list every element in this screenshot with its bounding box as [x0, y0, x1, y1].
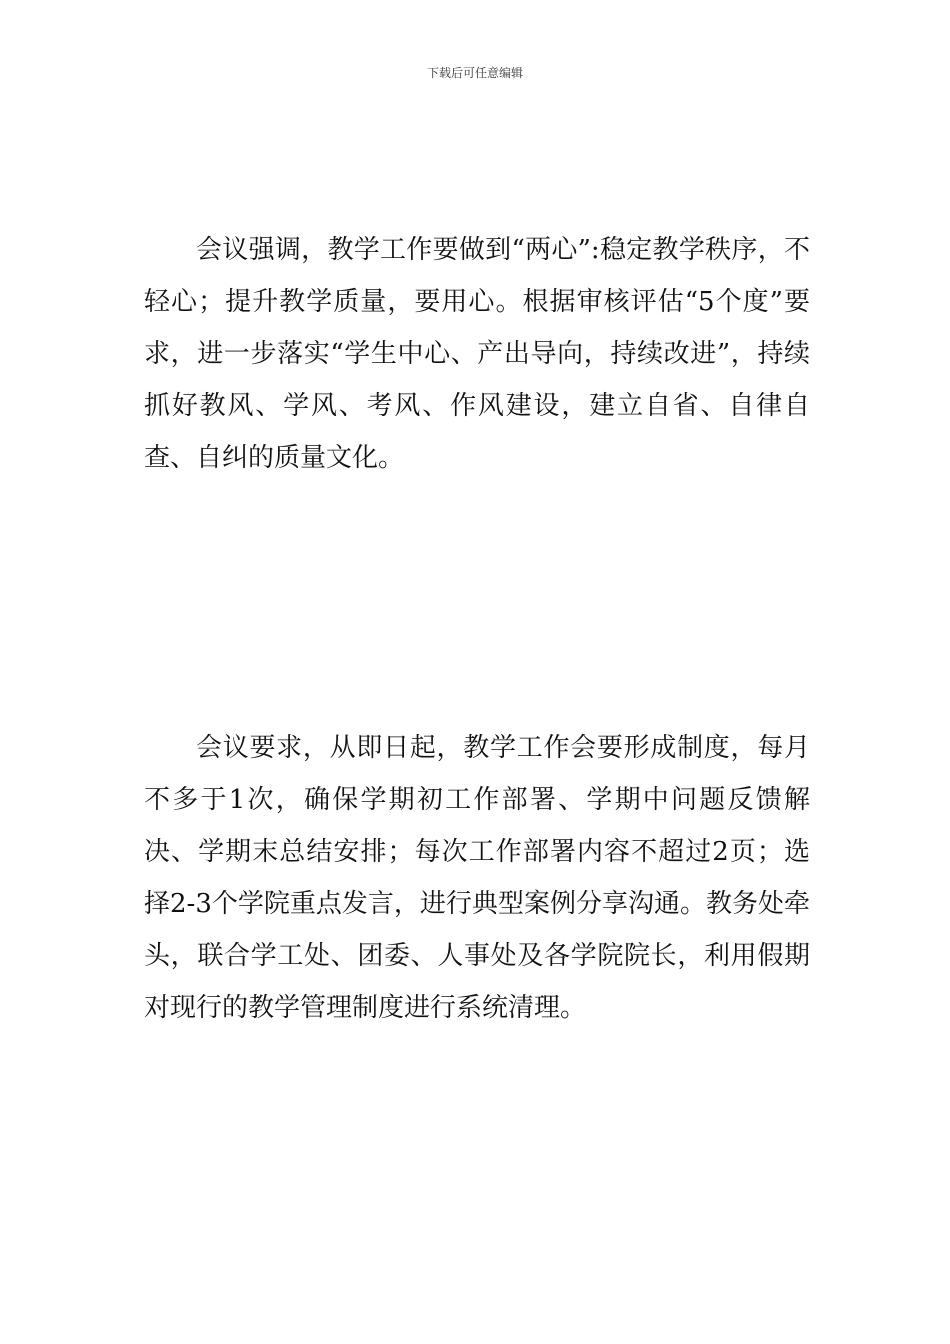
body-paragraph-1: 会议强调，教学工作要做到“两心”:稳定教学秩序，不轻心；提升教学质量，要用心。根据审核评估“5个度”要求，进一步落实“学生中心、产出导向，持续改进”，持续抓好教风、学风、考风、作风建设，建立自省、自律自查、自纠的质量文化。	[144, 235, 810, 473]
page-header-note: 下载后可任意编辑	[426, 66, 523, 80]
body-paragraph-2: 会议要求，从即日起，教学工作会要形成制度，每月不多于1次，确保学期初工作部署、学期中问题反馈解决、学期末总结安排；每次工作部署内容不超过2页；选择2-3个学院重点发言，进行典型案例分享沟通。教务处牵头，联合学工处、团委、人事处及各学院院长，利用假期对现行的教学管理制度进行系统清理。	[144, 733, 810, 1023]
